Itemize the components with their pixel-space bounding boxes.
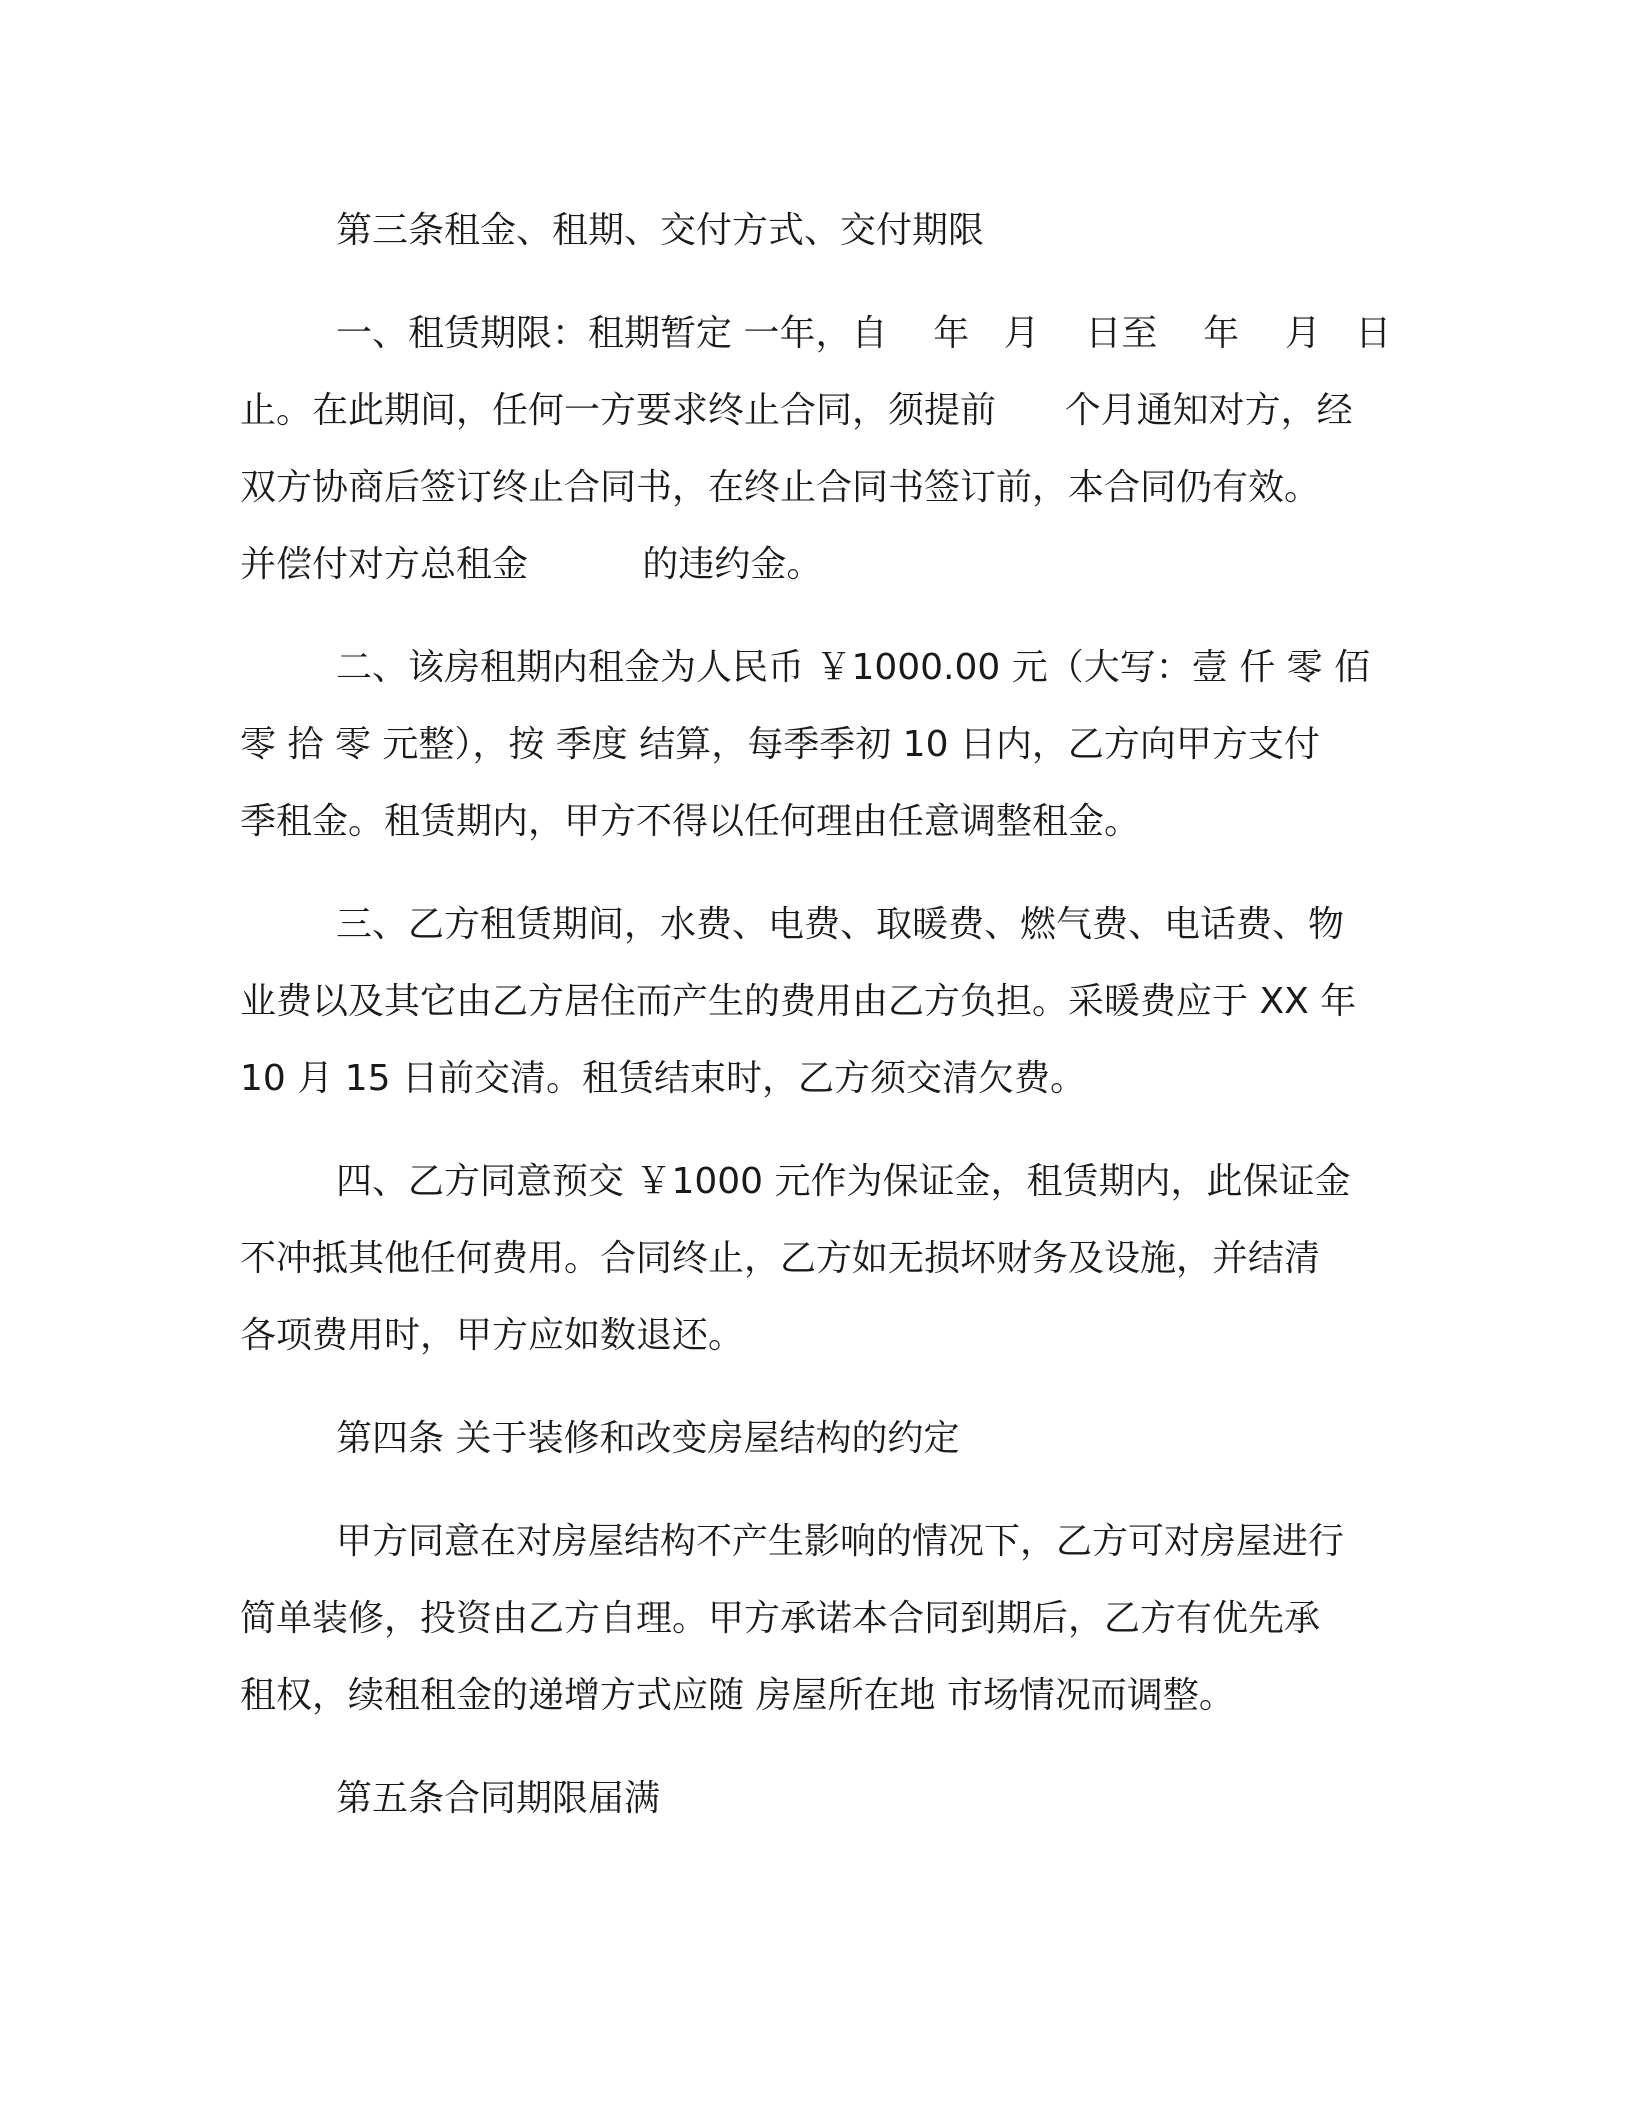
paragraph-line: 不冲抵其他任何费用。合同终止，乙方如无损坏财务及设施，并结清 (240, 1238, 1321, 1279)
paragraph-line: 季租金。租赁期内，甲方不得以任何理由任意调整租金。 (240, 801, 1141, 842)
article-4-heading (240, 1400, 1386, 1477)
paragraph-line: 各项费用时，甲方应如数退还。 (240, 1315, 745, 1356)
paragraph-line: 二、该房租期内租金为人民币 ￥1000.00 元（大写：壹 仟 零 佰 (336, 647, 1371, 688)
article-5-heading (240, 1760, 1386, 1837)
article-3-heading (240, 192, 1386, 269)
paragraph-line: 止。在此期间，任何一方要求终止合同，须提前 个月通知对方，经 (240, 390, 1353, 431)
article-3-clause-1 (240, 295, 1392, 603)
article-4-body (240, 1503, 1386, 1734)
paragraph-line: 简单装修，投资由乙方自理。甲方承诺本合同到期后，乙方有优先承 (240, 1598, 1321, 1639)
article-3-clause-2 (240, 629, 1386, 860)
heading-line: 第五条合同期限届满 (336, 1778, 661, 1819)
paragraph-line: 租权，续租租金的递增方式应随 房屋所在地 市场情况而调整。 (240, 1675, 1235, 1716)
paragraph-line: 零 拾 零 元整），按 季度 结算，每季季初 10 日内，乙方向甲方支付 (240, 724, 1320, 765)
article-3-clause-4 (240, 1143, 1386, 1374)
paragraph-line: 业费以及其它由乙方居住而产生的费用由乙方负担。采暖费应于 XX 年 (240, 981, 1357, 1022)
heading-line: 第三条租金、租期、交付方式、交付期限 (336, 210, 985, 251)
paragraph-line: 四、乙方同意预交 ￥1000 元作为保证金，租赁期内，此保证金 (336, 1161, 1351, 1202)
paragraph-line: 一、租赁期限：租期暂定 一年，自 年 月 日至 年 月 日 (336, 313, 1392, 354)
paragraph-line: 双方协商后签订终止合同书，在终止合同书签订前，本合同仍有效。 (240, 467, 1321, 508)
paragraph-line: 三、乙方租赁期间，水费、电费、取暖费、燃气费、电话费、物 (336, 904, 1345, 945)
paragraph-line: 甲方同意在对房屋结构不产生影响的情况下，乙方可对房屋进行 (336, 1521, 1345, 1562)
document-body (240, 192, 1392, 1837)
paragraph-line: 10 月 15 日前交清。租赁结束时，乙方须交清欠费。 (240, 1058, 1086, 1099)
paragraph-line: 并偿付对方总租金 的违约金。 (240, 544, 823, 585)
article-3-clause-3 (240, 886, 1386, 1117)
heading-line: 第四条 关于装修和改变房屋结构的约定 (336, 1418, 960, 1459)
